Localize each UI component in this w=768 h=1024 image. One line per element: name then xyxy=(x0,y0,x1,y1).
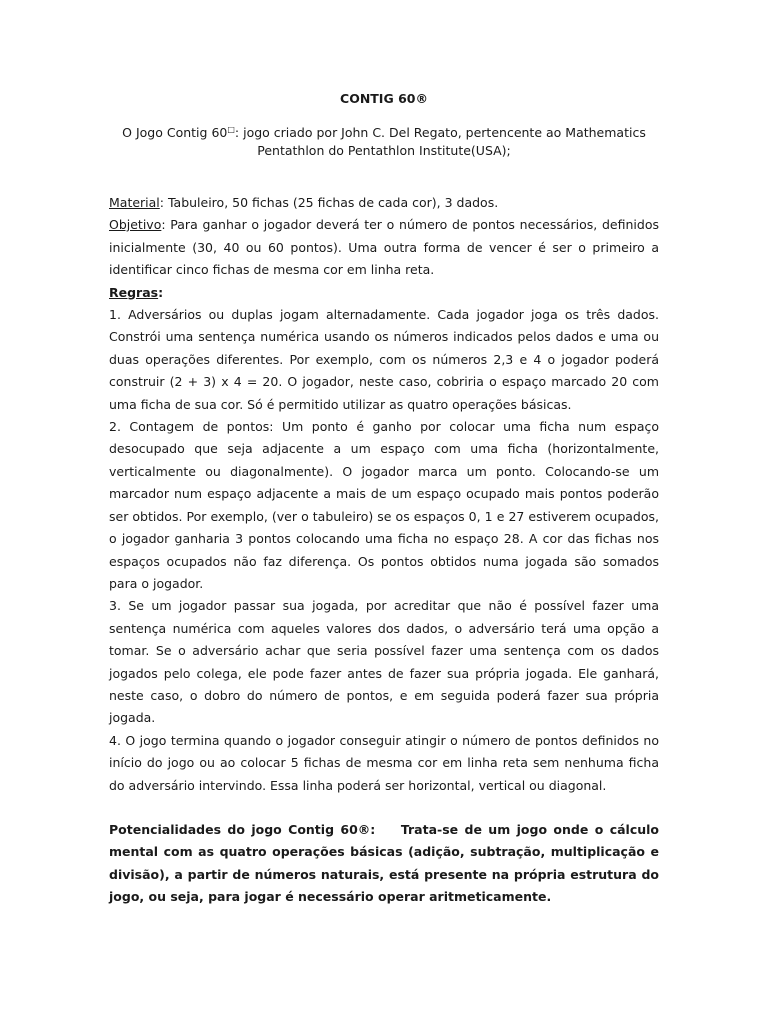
material-paragraph xyxy=(109,192,659,214)
objetivo-label: Objetivo xyxy=(109,217,162,233)
subtitle-text-start: O Jogo Contig 60 xyxy=(122,125,228,140)
regras-heading: Regras xyxy=(109,284,159,300)
potencialidades-paragraph: Potencialidades do jogo Contig 60®: Trata-se de um jogo onde o cálculo mental com as quatro operações básicas (adição, subtração, multiplicação e divisão), a partir de números naturais, está presente na própria estrutura do jogo, ou seja, para jogar é necessário operar aritmeticamente. xyxy=(109,821,664,905)
material-text: : Tabuleiro, 50 fichas (25 fichas de cada cor), 3 dados. xyxy=(159,195,499,210)
regras-heading-paragraph xyxy=(109,282,659,304)
objetivo-paragraph xyxy=(109,214,659,281)
material-label: Material xyxy=(109,195,160,210)
regras-colon: : xyxy=(158,284,164,300)
document-title: CONTIG 60® xyxy=(340,91,428,106)
rule-1: 1. Adversários ou duplas jogam alternadamente. Cada jogador joga os três dados. Constrói uma sentença numérica usando os números indicados pelos dados e uma ou duas operações diferentes. Por exemplo, com os números 2,3 e 4 o jogador poderá construir (2 + 3) x 4 = 20. O jogador, neste caso, cobriria o espaço marcado 20 com uma ficha de sua cor. Só é permitido utilizar as quatro operações básicas. xyxy=(109,307,659,412)
rule-4: 4. O jogo termina quando o jogador conseguir atingir o número de pontos definidos no início do jogo ou ao colocar 5 fichas de mesma cor em linha reta sem nenhuma ficha do adversário intervindo. Essa linha poderá ser horizontal, vertical ou diagonal. xyxy=(109,732,659,793)
rule-3: 3. Se um jogador passar sua jogada, por acreditar que não é possível fazer uma sentença numérica com aqueles valores dos dados, o adversário terá uma opção a tomar. Se o adversário achar que seria possível fazer uma sentença com os dados jogados pelo colega, ele pode fazer antes de fazer sua própria jogada. Ele ganhará, neste caso, o dobro do número de pontos, e em seguida poderá fazer sua própria jogada. xyxy=(109,598,659,726)
rule-2: 2. Contagem de pontos: Um ponto é ganho por colocar uma ficha num espaço desocupado que seja adjacente a um espaço com uma ficha (horizontalmente, verticalmente ou diagonalmente). O jogador marca um ponto. Colocando-se um marcador num espaço adjacente a mais de um espaço ocupado mais pontos poderão ser obtidos. Por exemplo, (ver o tabuleiro) se os espaços 0, 1 e 27 estiverem ocupados, o jogador ganharia 3 pontos colocando uma ficha no espaço 28. A cor das fichas nos espaços ocupados não faz diferença. Os pontos obtidos numa jogada são somados para o jogador. xyxy=(109,419,659,591)
document-subtitle xyxy=(109,124,659,160)
subtitle-text-end: : jogo criado por John C. Del Regato, pertencente ao Mathematics Pentathlon do Pentathlon Institute(USA); xyxy=(234,125,646,158)
objetivo-text: : Para ganhar o jogador deverá ter o número de pontos necessários, definidos inicialmente (30, 40 ou 60 pontos). Uma outra forma de vencer é ser o primeiro a identificar cinco fichas de mesma cor em linha reta. xyxy=(109,217,659,278)
subtitle-mark: □ xyxy=(227,124,235,134)
